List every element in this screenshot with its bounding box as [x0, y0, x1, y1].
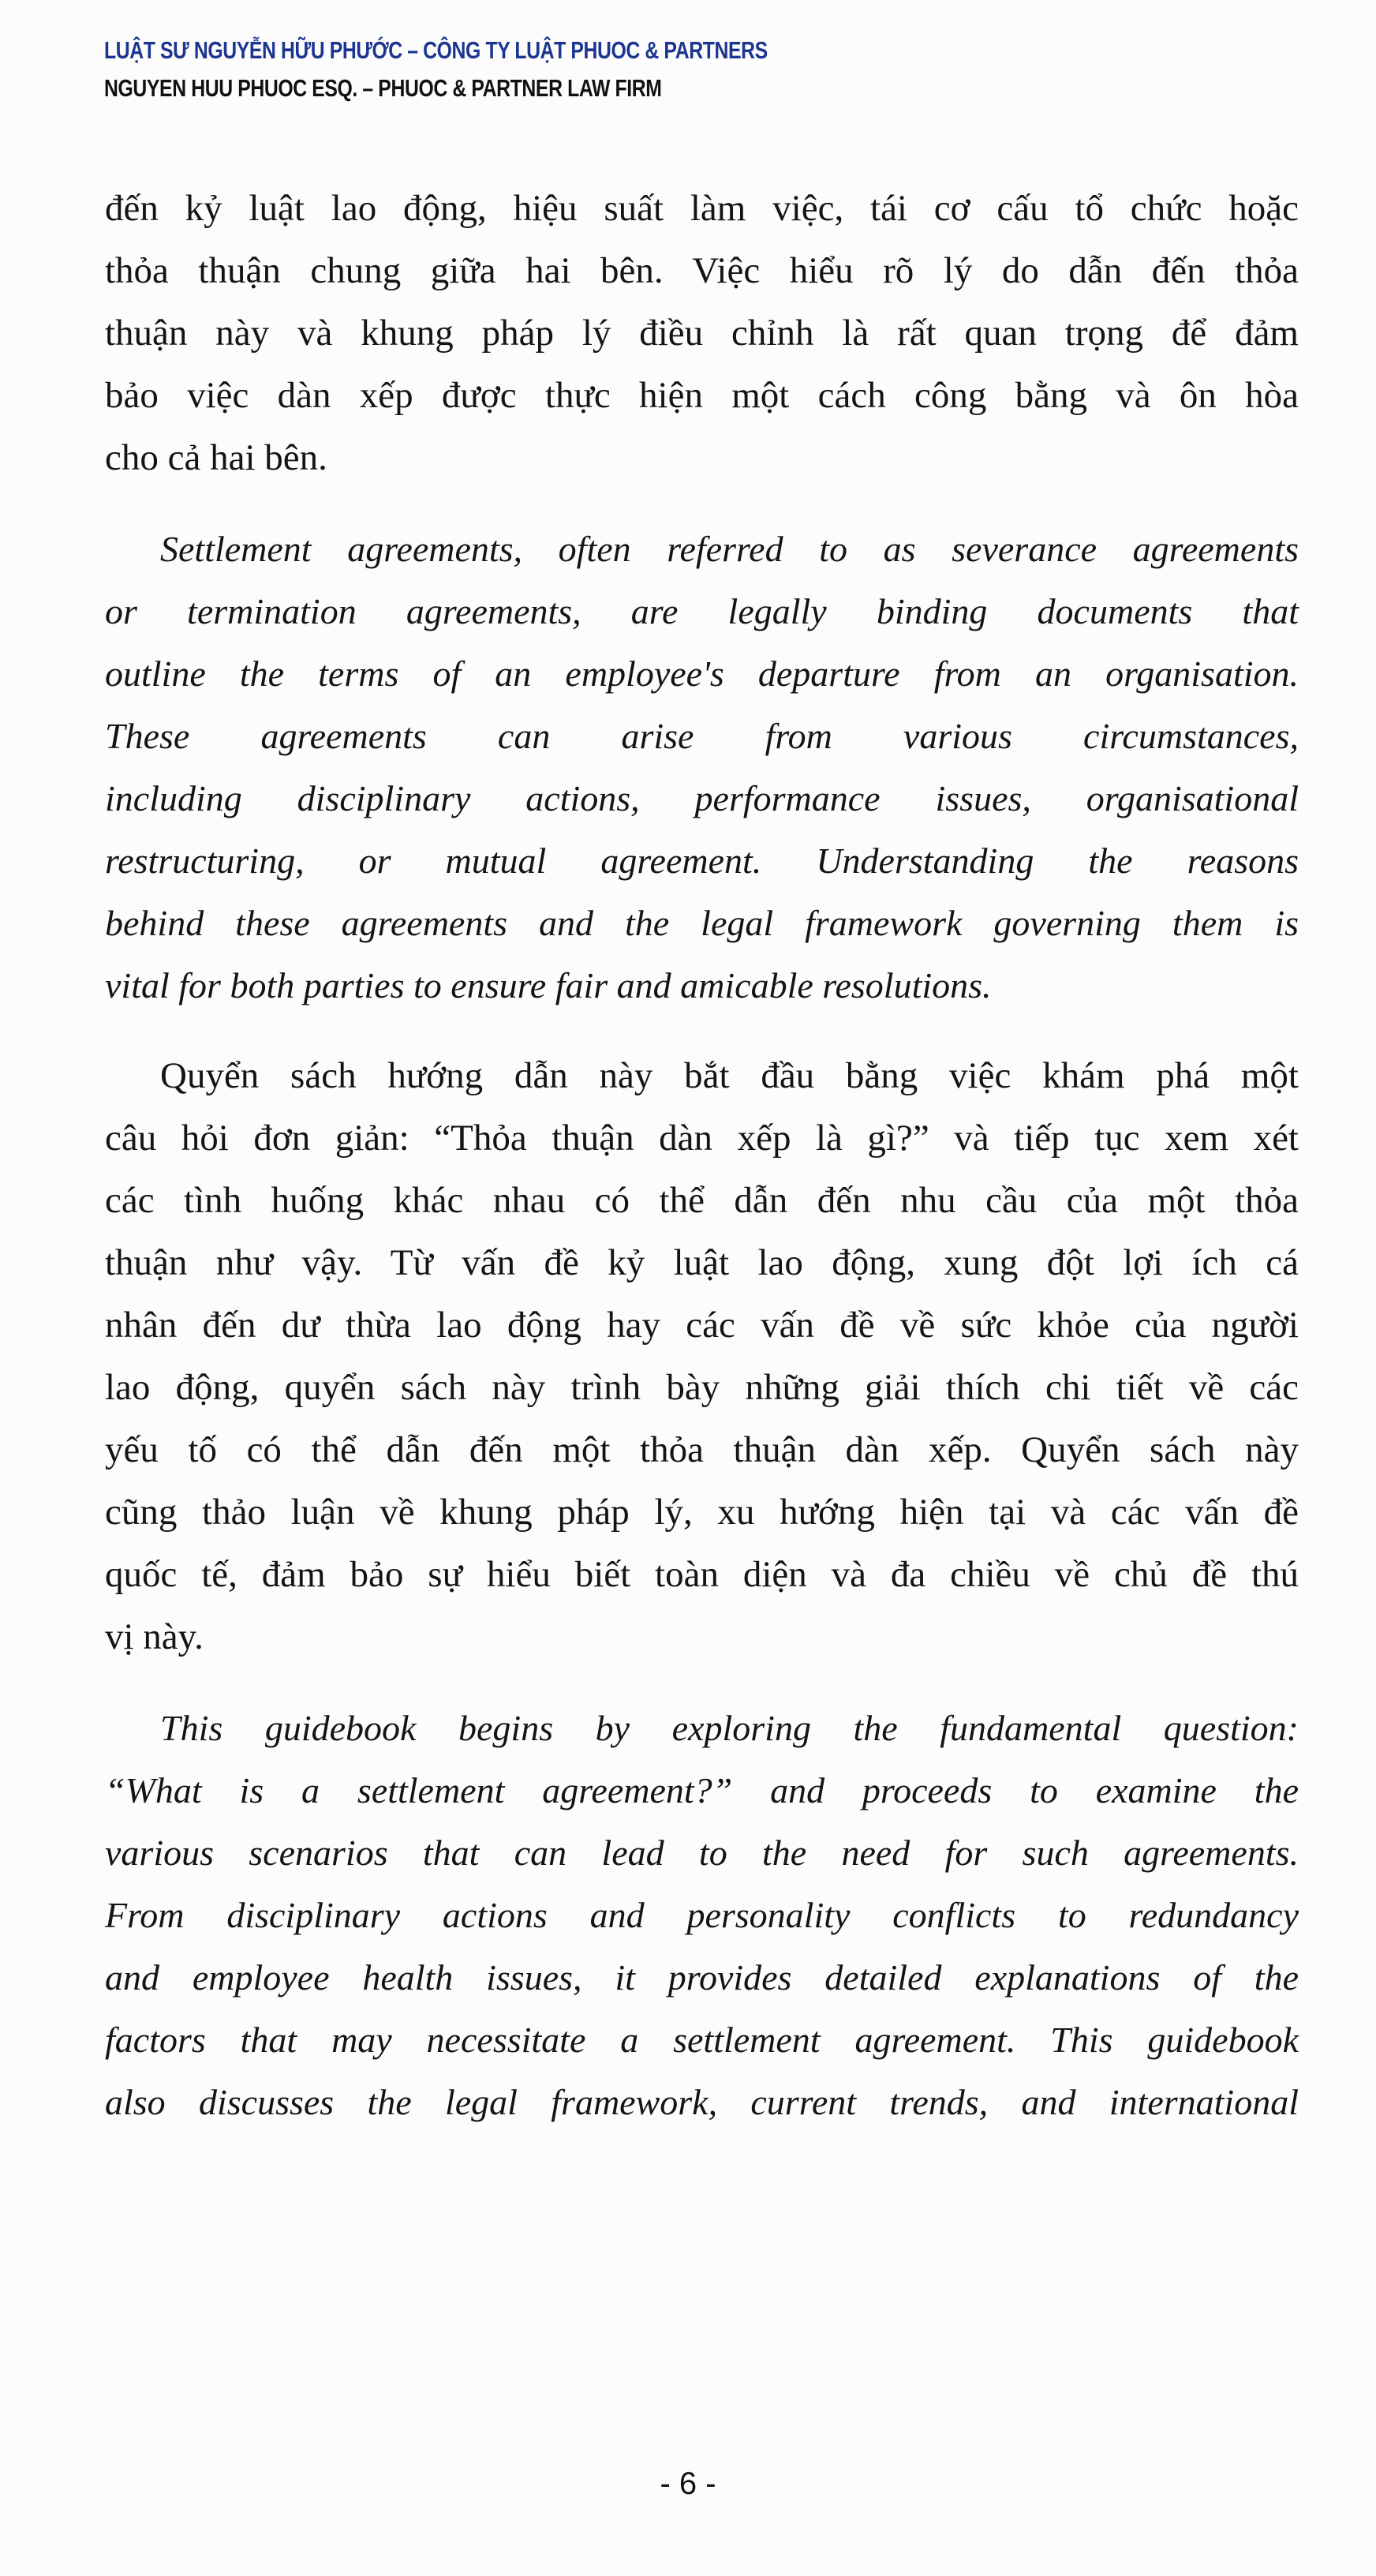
text-line: lao động, quyển sách này trình bày những giải thích chi tiết về các — [105, 1367, 1299, 1408]
text-line: or termination agreements, are legally binding documents that — [105, 591, 1299, 631]
text-line: nhân đến dư thừa lao động hay các vấn đề về sức khỏe của người — [105, 1305, 1299, 1346]
text-line: behind these agreements and the legal framework governing them is — [105, 903, 1299, 943]
text-line: various scenarios that can lead to the need for such agreements. — [105, 1833, 1299, 1873]
running-header-vietnamese: LUẬT SƯ NGUYỄN HỮU PHƯỚC – CÔNG TY LUẬT PHUOC & PARTNERS — [104, 36, 768, 64]
text-line: outline the terms of an employee's departure from an organisation. — [105, 653, 1299, 694]
text-line: also discusses the legal framework, current trends, and international — [105, 2082, 1299, 2122]
text-line: thuận này và khung pháp lý điều chỉnh là rất quan trọng để đảm — [105, 313, 1299, 354]
text-line: thỏa thuận chung giữa hai bên. Việc hiểu rõ lý do dẫn đến thỏa — [105, 250, 1299, 291]
text-line: vị này. — [105, 1616, 204, 1657]
text-line: cũng thảo luận về khung pháp lý, xu hướng hiện tại và các vấn đề — [105, 1492, 1299, 1533]
text-line: factors that may necessitate a settlement agreement. This guidebook — [105, 2020, 1299, 2060]
text-line: “What is a settlement agreement?” and proceeds to examine the — [105, 1770, 1299, 1810]
text-line: bảo việc dàn xếp được thực hiện một cách công bằng và ôn hòa — [105, 375, 1299, 416]
text-line: vital for both parties to ensure fair and amicable resolutions. — [105, 965, 992, 1005]
text-line: câu hỏi đơn giản: “Thỏa thuận dàn xếp là gì?” và tiếp tục xem xét — [105, 1118, 1299, 1159]
text-line: Quyển sách hướng dẫn này bắt đầu bằng việc khám phá một — [160, 1055, 1299, 1096]
paragraph-3-vietnamese — [105, 1045, 1299, 1668]
text-line: restructuring, or mutual agreement. Understanding the reasons — [105, 841, 1299, 881]
text-line: including disciplinary actions, performance issues, organisational — [105, 778, 1299, 818]
text-line: Settlement agreements, often referred to as severance agreements — [160, 529, 1299, 569]
text-line: quốc tế, đảm bảo sự hiểu biết toàn diện và đa chiều về chủ đề thú — [105, 1554, 1299, 1595]
text-line: thuận như vậy. Từ vấn đề kỷ luật lao động, xung đột lợi ích cá — [105, 1242, 1299, 1283]
paragraph-4-english — [105, 1697, 1299, 2133]
text-line: and employee health issues, it provides detailed explanations of the — [105, 1957, 1299, 1998]
text-line: các tình huống khác nhau có thể dẫn đến nhu cầu của một thỏa — [105, 1180, 1299, 1221]
paragraph-2-english — [105, 518, 1299, 1017]
text-line: From disciplinary actions and personality conflicts to redundancy — [105, 1895, 1299, 1935]
running-header-english: NGUYEN HUU PHUOC ESQ. – PHUOC & PARTNER LAW FIRM — [104, 74, 662, 102]
page-number: - 6 - — [660, 2466, 716, 2501]
text-line: This guidebook begins by exploring the fundamental question: — [160, 1708, 1299, 1748]
page-body — [105, 178, 1299, 2162]
text-line: These agreements can arise from various circumstances, — [105, 716, 1299, 756]
paragraph-1-vietnamese — [105, 178, 1299, 489]
text-line: cho cả hai bên. — [105, 437, 327, 478]
text-line: đến kỷ luật lao động, hiệu suất làm việc, tái cơ cấu tổ chức hoặc — [105, 188, 1299, 229]
text-line: yếu tố có thể dẫn đến một thỏa thuận dàn xếp. Quyển sách này — [105, 1429, 1299, 1470]
